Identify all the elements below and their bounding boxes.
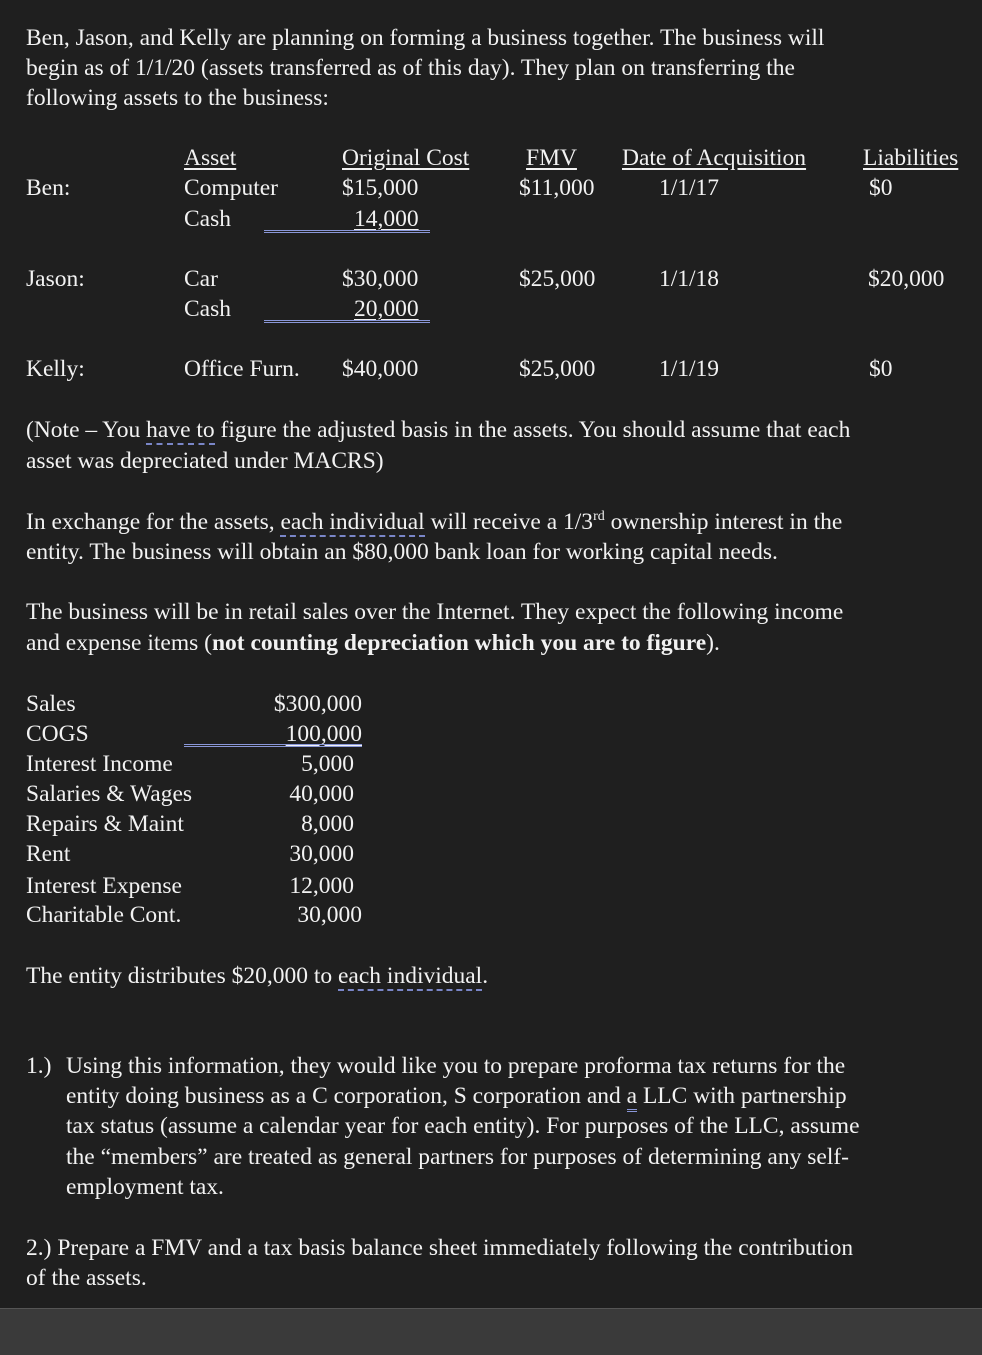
kelly-asset-office-furn: Office Furn. <box>184 356 300 382</box>
item-label-charitable-cont: Charitable Cont. <box>26 902 182 928</box>
q1-line-2-c: LLC with partnership <box>637 1083 847 1109</box>
kelly-label: Kelly: <box>26 356 85 382</box>
item-value-interest-expense: 12,000 <box>289 873 354 899</box>
note-emphasis-have-to: have to <box>146 417 215 443</box>
distribution-text-a: The entity distributes $20,000 to <box>26 963 338 989</box>
ben-cost-cash: 14,000 <box>354 206 419 232</box>
business-line-2 <box>26 628 720 658</box>
distribution-emphasis-each-individual: each individual <box>338 963 483 989</box>
item-label-sales: Sales <box>26 691 76 717</box>
q1-number: 1.) <box>26 1053 52 1079</box>
cogs-total-rule <box>184 744 362 747</box>
ben-cost-computer: $15,000 <box>342 175 419 201</box>
q2-text-1: Prepare a FMV and a tax basis balance sheet immediately following the contribution <box>57 1235 854 1261</box>
q1-line-2-a-marked: a <box>627 1083 637 1112</box>
exchange-text-d: ownership interest in the <box>604 509 843 535</box>
bottom-toolbar <box>0 1308 982 1355</box>
item-label-interest-expense: Interest Expense <box>26 873 182 899</box>
business-text-a: and expense items ( <box>26 630 212 656</box>
ben-total-rule <box>264 230 430 233</box>
kelly-cost: $40,000 <box>342 356 419 382</box>
item-label-interest-income: Interest Income <box>26 751 173 777</box>
exchange-superscript: rd <box>593 509 605 524</box>
item-label-salaries-wages: Salaries & Wages <box>26 781 193 807</box>
intro-line-2: begin as of 1/1/20 (assets transferred as of this day). They plan on transferring the <box>26 55 795 81</box>
jason-asset-car: Car <box>184 266 218 292</box>
business-text-c: ). <box>706 630 720 656</box>
header-fmv: FMV <box>526 145 577 171</box>
jason-liabilities: $20,000 <box>868 266 945 292</box>
ben-asset-cash: Cash <box>184 206 231 232</box>
item-value-cogs: 100,000 <box>285 721 362 747</box>
distribution-line <box>26 961 488 991</box>
business-bold-note: not counting depreciation which you are to figure <box>211 630 707 656</box>
item-value-salaries-wages: 40,000 <box>289 781 354 807</box>
ben-fmv: $11,000 <box>519 175 595 201</box>
jason-cost-car: $30,000 <box>342 266 419 292</box>
kelly-liabilities: $0 <box>869 356 893 382</box>
q2-line-1 <box>26 1233 853 1263</box>
item-label-cogs: COGS <box>26 721 89 747</box>
note-text-c: figure the adjusted basis in the assets. You should assume that each <box>214 417 851 443</box>
kelly-date: 1/1/19 <box>659 356 720 382</box>
jason-total-rule <box>264 320 430 323</box>
jason-date: 1/1/18 <box>659 266 720 292</box>
jason-asset-cash: Cash <box>184 296 231 322</box>
q1-line-2-a: entity doing business as a C corporation, S corporation and <box>66 1083 627 1109</box>
exchange-text-c: will receive a 1/3 <box>424 509 594 535</box>
distribution-text-c: . <box>482 963 489 989</box>
header-asset: Asset <box>184 145 237 171</box>
note-line-1 <box>26 415 850 445</box>
item-value-interest-income: 5,000 <box>301 751 354 777</box>
exchange-line-2: entity. The business will obtain an $80,000 bank loan for working capital needs. <box>26 539 778 565</box>
ben-liabilities: $0 <box>869 175 893 201</box>
item-value-sales: $300,000 <box>273 691 362 717</box>
jason-label: Jason: <box>26 266 85 292</box>
item-value-repairs-maint: 8,000 <box>301 811 354 837</box>
item-label-rent: Rent <box>26 841 71 867</box>
q2-line-2: of the assets. <box>26 1265 147 1291</box>
intro-line-3: following assets to the business: <box>26 85 329 111</box>
q1-line-4: the “members” are treated as general partners for purposes of determining any self- <box>66 1144 849 1170</box>
jason-cost-cash: 20,000 <box>354 296 419 322</box>
q2-number: 2.) <box>26 1235 52 1261</box>
exchange-text-a: In exchange for the assets, <box>26 509 281 535</box>
note-text-a: (Note – You <box>26 417 147 443</box>
business-line-1: The business will be in retail sales over the Internet. They expect the following income <box>26 599 844 625</box>
q1-line-3: tax status (assume a calendar year for each entity). For purposes of the LLC, assume <box>66 1113 860 1139</box>
note-line-2: asset was depreciated under MACRS) <box>26 448 384 474</box>
header-original-cost: Original Cost <box>342 145 470 171</box>
q1-line-2 <box>66 1081 847 1111</box>
header-liabilities: Liabilities <box>863 145 959 171</box>
q1-line-1: Using this information, they would like you to prepare proforma tax returns for the <box>66 1053 846 1079</box>
ben-date: 1/1/17 <box>659 175 720 201</box>
intro-line-1: Ben, Jason, and Kelly are planning on forming a business together. The business will <box>26 25 825 51</box>
exchange-line-1 <box>26 507 842 537</box>
item-value-charitable-cont: 30,000 <box>297 902 362 928</box>
header-date-of-acquisition: Date of Acquisition <box>622 145 807 171</box>
item-value-rent: 30,000 <box>289 841 354 867</box>
ben-label: Ben: <box>26 175 71 201</box>
kelly-fmv: $25,000 <box>519 356 596 382</box>
q1-line-5: employment tax. <box>66 1174 224 1200</box>
exchange-emphasis-each-individual: each individual <box>280 509 425 535</box>
ben-asset-computer: Computer <box>184 175 278 201</box>
item-label-repairs-maint: Repairs & Maint <box>26 811 184 837</box>
jason-fmv: $25,000 <box>519 266 596 292</box>
